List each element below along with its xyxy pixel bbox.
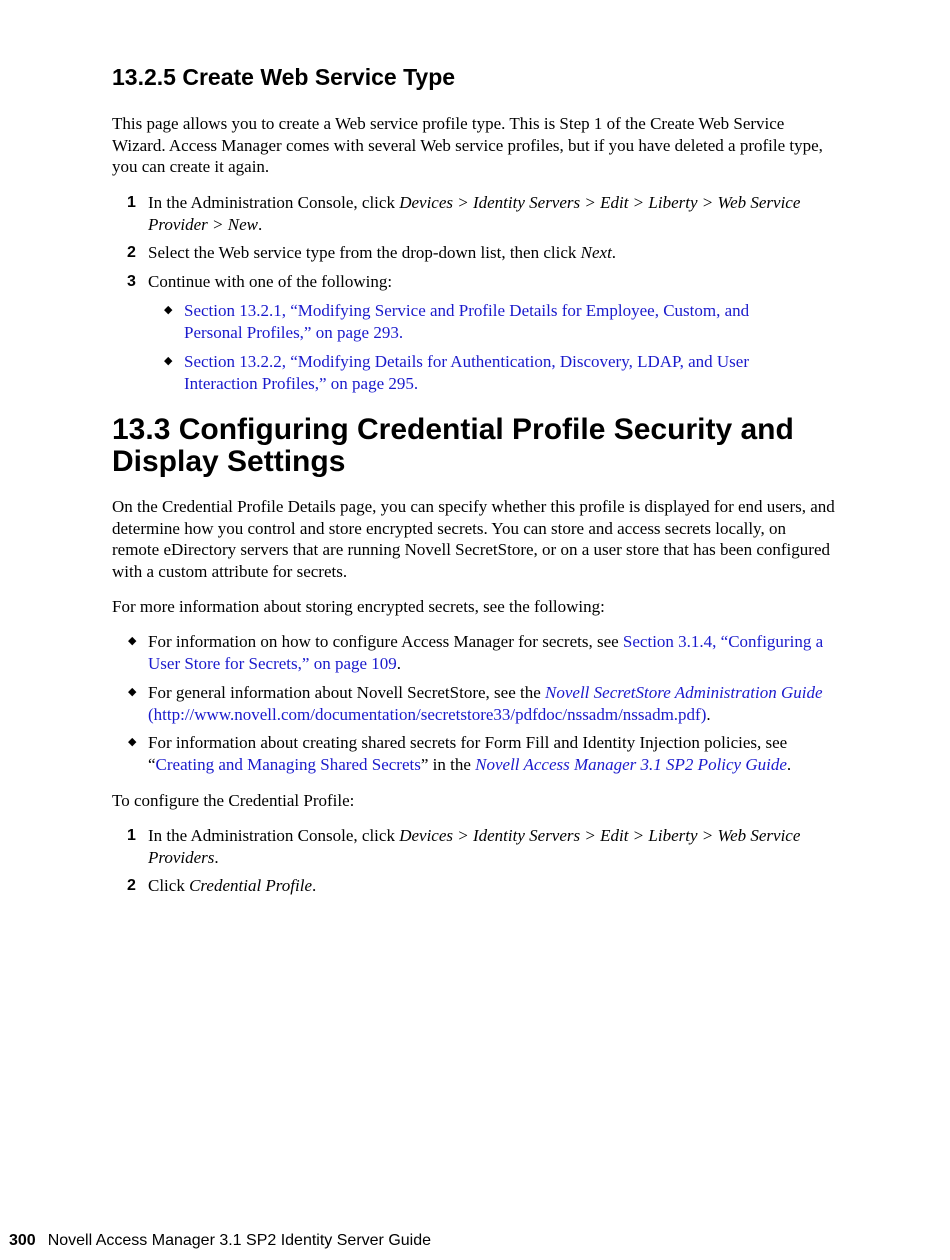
list-item — [128, 732, 818, 776]
section-heading-13-3: 13.3 Configuring Credential Profile Security and Display Settings — [112, 413, 794, 478]
list-item — [128, 682, 823, 726]
cross-reference-link-13-2-2[interactable]: Section 13.2.2, “Modifying Details for Authentication, Discovery, LDAP, and User Interaction Profiles,” on page 295. — [184, 352, 749, 393]
shared-secrets-link[interactable]: Creating and Managing Shared Secrets — [155, 754, 421, 774]
step-number: 1 — [127, 194, 136, 211]
bullet-icon: ◆ — [164, 304, 173, 316]
step-number: 2 — [127, 244, 136, 261]
step-2 — [112, 875, 837, 897]
more-info-paragraph: For more information about storing encrypted secrets, see the following: — [112, 597, 605, 616]
cross-reference-link-3-1-4[interactable]: Section 3.1.4, “Configuring a User Store for Secrets,” on page 109 — [148, 632, 824, 673]
page-footer — [9, 1232, 431, 1250]
section-intro-paragraph: On the Credential Profile Details page, you can specify whether this profile is displayed for end users, and determine how you control and store encrypted secrets. You can store and access secrets locally, on remote eDirectory servers that are running Novell SecretStore, or on a user store that has been configured with a custom attribute for secrets. — [112, 497, 835, 581]
configure-intro-paragraph: To configure the Credential Profile: — [112, 791, 355, 810]
list-item-text: For information on how to configure Access Manager for secrets, see Section 3.1.4, “Configuring a User Store for Secrets,” on page 109. — [148, 632, 824, 673]
list-item-text: For general information about Novell SecretStore, see the Novell SecretStore Administration Guide (http://www.novell.com/documentation/secretstore33/pdfdoc/nssadm/nssadm.pdf). — [148, 683, 823, 724]
bullet-icon: ◆ — [128, 686, 137, 698]
secretstore-guide-link[interactable]: Novell SecretStore Administration Guide (http://www.novell.com/documentation/secretstore33/pdfdoc/nssadm/nssadm.pdf) — [148, 683, 823, 724]
step-1 — [112, 825, 837, 869]
step-number: 3 — [127, 273, 136, 290]
step-number: 2 — [127, 877, 136, 894]
step-2 — [112, 242, 837, 264]
step-1 — [112, 192, 837, 236]
section-heading-13-2-5: 13.2.5 Create Web Service Type — [112, 64, 456, 90]
step-text: Select the Web service type from the drop-down list, then click Next. — [148, 243, 617, 262]
step-number: 1 — [127, 827, 136, 844]
bullet-icon: ◆ — [128, 736, 137, 748]
step-text: Click Credential Profile. — [148, 876, 317, 895]
cross-reference-link-13-2-1[interactable]: Section 13.2.1, “Modifying Service and Profile Details for Employee, Custom, and Personal Profiles,” on page 293. — [184, 301, 750, 342]
step-text: In the Administration Console, click Devices > Identity Servers > Edit > Liberty > Web Service Providers. — [148, 826, 801, 867]
list-item-text: For information about creating shared secrets for Form Fill and Identity Injection policies, see “Creating and Managing Shared Secrets” in the Novell Access Manager 3.1 SP2 Policy Guide. — [148, 733, 792, 774]
step-text: In the Administration Console, click Devices > Identity Servers > Edit > Liberty > Web Service Provider > New. — [148, 193, 801, 234]
section-intro-paragraph: This page allows you to create a Web service profile type. This is Step 1 of the Create Web Service Wizard. Access Manager comes with several Web service profiles, but if you have deleted a profile type, you can create it again. — [112, 114, 823, 177]
page-number: 300 — [9, 1232, 36, 1249]
list-item — [164, 300, 854, 344]
bullet-icon: ◆ — [128, 635, 137, 647]
bullet-icon: ◆ — [164, 355, 173, 367]
list-item — [128, 631, 824, 675]
step-3 — [112, 271, 837, 293]
policy-guide-link[interactable]: Novell Access Manager 3.1 SP2 Policy Guide — [475, 754, 787, 774]
step-text: Continue with one of the following: — [148, 272, 393, 291]
footer-title: Novell Access Manager 3.1 SP2 Identity Server Guide — [47, 1232, 432, 1249]
list-item — [164, 351, 854, 395]
